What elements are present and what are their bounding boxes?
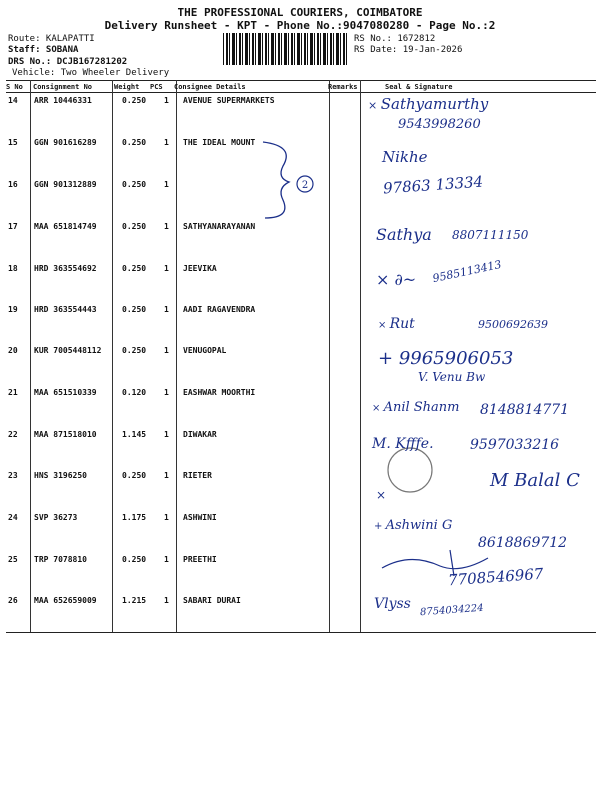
cell-cno: MAA 652659009 <box>34 596 97 605</box>
cell-pcs: 1 <box>164 471 169 480</box>
phone-26: 8754034224 <box>419 602 484 619</box>
cell-sno: 14 <box>8 96 18 105</box>
cell-name: AVENUE SUPERMARKETS <box>183 96 275 105</box>
drs-number: DRS No.: DCJB167281202 <box>8 57 128 67</box>
cell-cno: HRD 363554692 <box>34 264 97 273</box>
signature-19: × Rut <box>378 316 415 332</box>
cell-cno: MAA 651814749 <box>34 222 97 231</box>
cell-weight: 0.250 <box>122 138 147 147</box>
cell-name: AADI RAGAVENDRA <box>183 305 256 314</box>
phone-15: 97863 13334 <box>382 172 484 198</box>
cell-sno: 22 <box>8 430 18 439</box>
cell-name: THE IDEAL MOUNT <box>183 138 256 147</box>
phone-20: + 9965906053 <box>378 348 514 369</box>
cell-pcs: 1 <box>164 430 169 439</box>
cell-name: JEEVIKA <box>183 264 217 273</box>
cell-cno: HRD 363554443 <box>34 305 97 314</box>
vehicle-text: Vehicle: Two Wheeler Delivery <box>12 68 170 78</box>
cell-name: ASHWINI <box>183 513 217 522</box>
cell-pcs: 1 <box>164 264 169 273</box>
cell-sno: 16 <box>8 180 18 189</box>
cell-sno: 18 <box>8 264 18 273</box>
cell-name: RIETER <box>183 471 212 480</box>
cell-pcs: 1 <box>164 596 169 605</box>
header-seal: Seal & Signature <box>385 83 453 91</box>
signature-21: × Anil Shanm <box>372 400 460 415</box>
header-pcs: PCS <box>150 83 163 91</box>
header-weight: Weight <box>114 83 140 91</box>
cell-name: VENUGOPAL <box>183 346 227 355</box>
cell-sno: 17 <box>8 222 18 231</box>
header-remarks: Remarks <box>328 83 358 91</box>
signature-18: × ∂~ <box>376 270 417 289</box>
cell-pcs: 1 <box>164 513 169 522</box>
signature-14: × Sathyamurthy <box>368 95 489 113</box>
rs-date: RS Date: 19-Jan-2026 <box>354 45 463 55</box>
cell-weight: 1.175 <box>122 513 147 522</box>
phone-14: 9543998260 <box>398 117 481 132</box>
cell-weight: 0.250 <box>122 264 147 273</box>
phone-21: 8148814771 <box>480 402 570 418</box>
cell-cno: GGN 901616289 <box>34 138 97 147</box>
signature-24: + Ashwini G <box>374 518 453 533</box>
cell-pcs: 1 <box>164 222 169 231</box>
cell-weight: 1.145 <box>122 430 147 439</box>
company-title: THE PROFESSIONAL COURIERS, COIMBATORE <box>177 6 423 19</box>
cell-name: DIWAKAR <box>183 430 217 439</box>
cell-sno: 23 <box>8 471 18 480</box>
cell-cno: KUR 7005448112 <box>34 346 102 355</box>
cell-pcs: 1 <box>164 305 169 314</box>
cell-sno: 19 <box>8 305 18 314</box>
cell-sno: 25 <box>8 555 18 564</box>
cell-weight: 1.215 <box>122 596 147 605</box>
cell-weight: 0.250 <box>122 180 147 189</box>
cell-weight: 0.250 <box>122 346 147 355</box>
header-consignee: Consignee Details <box>174 83 246 91</box>
cell-weight: 0.250 <box>122 555 147 564</box>
cell-weight: 0.120 <box>122 388 147 397</box>
circled-number: 2 <box>301 180 309 191</box>
cell-sno: 24 <box>8 513 18 522</box>
phone-22: 9597033216 <box>470 437 560 453</box>
phone-18: 9585113413 <box>431 257 503 286</box>
signature-20: V. Venu Bw <box>418 370 486 384</box>
phone-25: 7708546967 <box>447 564 544 590</box>
cell-cno: MAA 871518010 <box>34 430 97 439</box>
staff-text: Staff: SOBANA <box>8 45 79 55</box>
cell-pcs: 1 <box>164 96 169 105</box>
cell-weight: 0.250 <box>122 96 147 105</box>
cell-pcs: 1 <box>164 180 169 189</box>
cell-name: SATHYANARAYANAN <box>183 222 256 231</box>
cell-sno: 26 <box>8 596 18 605</box>
rs-number: RS No.: 1672812 <box>354 34 436 44</box>
route-text: Route: KALAPATTI <box>8 34 95 44</box>
phone-17: 8807111150 <box>452 228 529 242</box>
signature-26: Vlyss <box>374 596 411 612</box>
cell-sno: 21 <box>8 388 18 397</box>
cell-cno: TRP 7078810 <box>34 555 87 564</box>
cell-weight: 0.250 <box>122 305 147 314</box>
header-consignment: Consignment No <box>33 83 93 91</box>
cell-pcs: 1 <box>164 555 169 564</box>
cell-weight: 0.250 <box>122 471 147 480</box>
cell-sno: 20 <box>8 346 18 355</box>
signature-22: M. Kfffe. <box>372 436 434 452</box>
phone-24: 8618869712 <box>478 535 568 551</box>
signature-17: Sathya <box>376 225 432 244</box>
barcode <box>223 33 349 65</box>
signature-15: Nikhe <box>382 148 428 166</box>
cell-cno: GGN 901312889 <box>34 180 97 189</box>
bracket-annotation <box>255 138 325 223</box>
cross-mark-23: × <box>376 488 387 502</box>
cell-cno: SVP 36273 <box>34 513 78 522</box>
cell-cno: HNS 3196250 <box>34 471 87 480</box>
cell-name: PREETHI <box>183 555 217 564</box>
cell-pcs: 1 <box>164 346 169 355</box>
runsheet-title: Delivery Runsheet - KPT - Phone No.:9047080280 - Page No.:2 <box>104 19 496 32</box>
cell-sno: 15 <box>8 138 18 147</box>
cell-pcs: 1 <box>164 138 169 147</box>
cell-name: EASHWAR MOORTHI <box>183 388 256 397</box>
cell-pcs: 1 <box>164 388 169 397</box>
phone-19: 9500692639 <box>478 318 548 331</box>
header-sno: S No <box>6 83 23 91</box>
cell-weight: 0.250 <box>122 222 147 231</box>
cell-name: SABARI DURAI <box>183 596 241 605</box>
signature-23: M Balal C <box>490 470 580 491</box>
cell-cno: ARR 10446331 <box>34 96 92 105</box>
cell-cno: MAA 651510339 <box>34 388 97 397</box>
